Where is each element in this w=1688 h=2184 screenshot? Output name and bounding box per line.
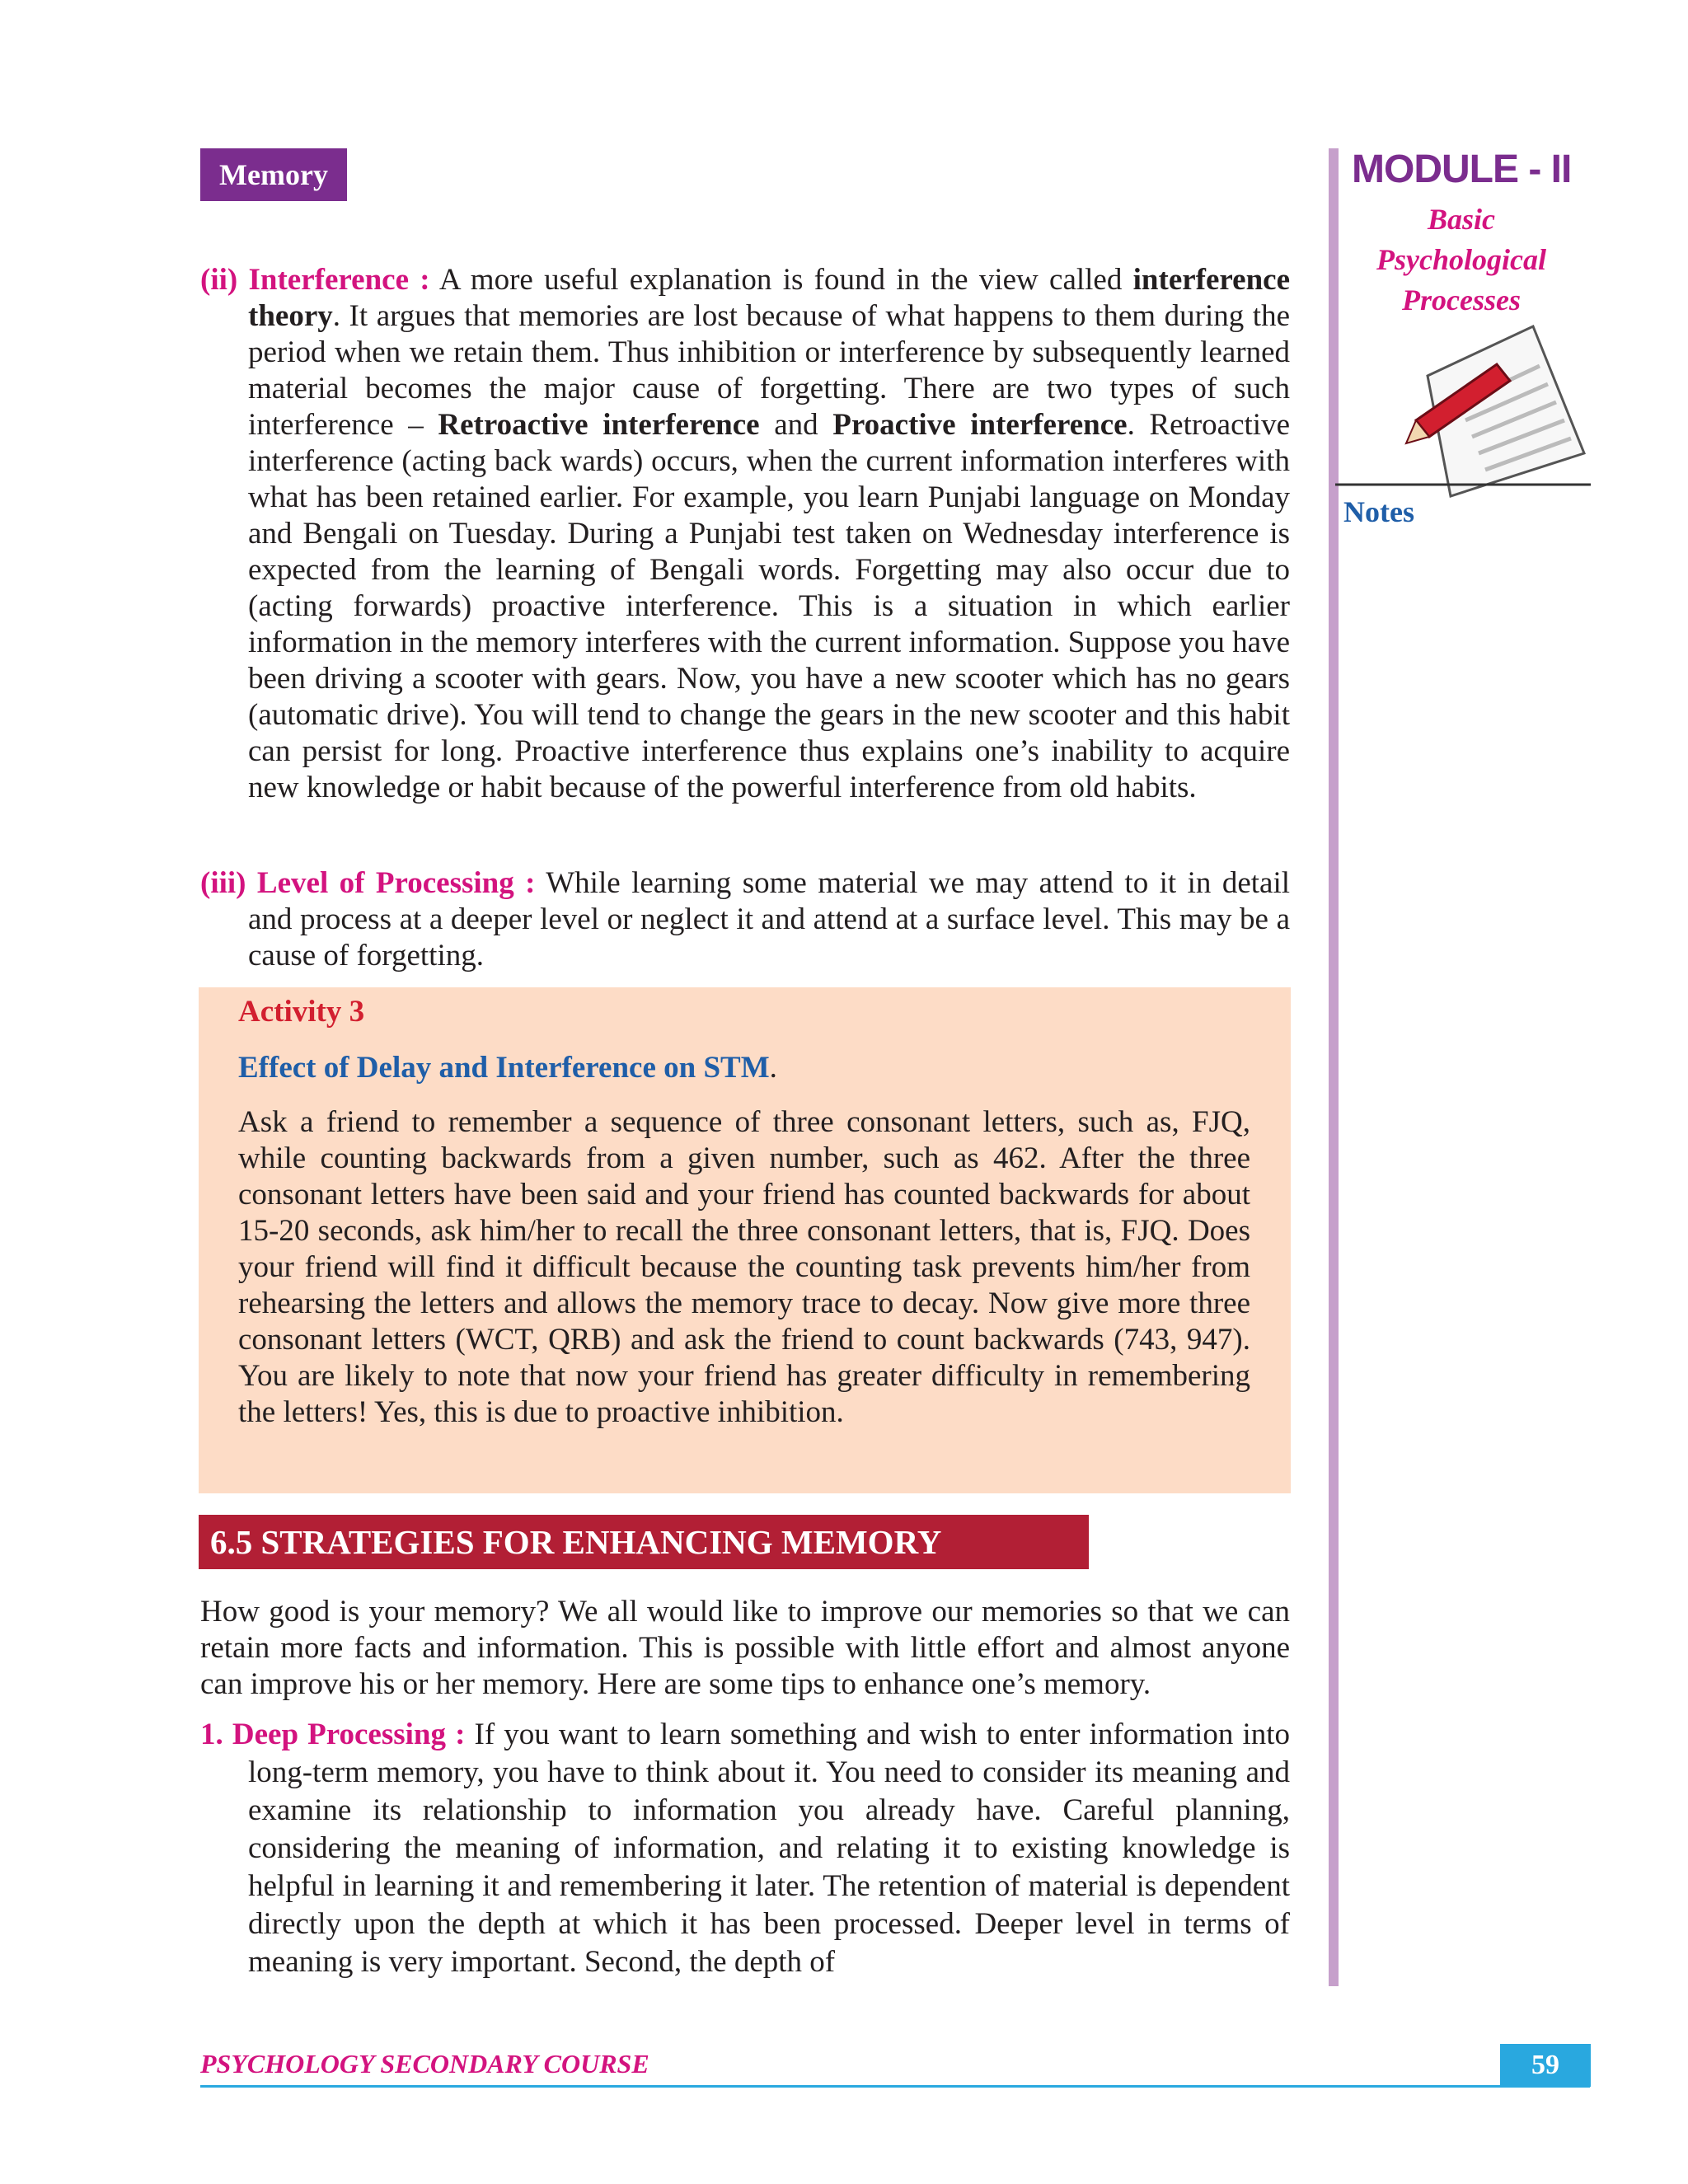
notes-pencil-icon (1335, 321, 1591, 507)
module-subtitle-line: Psychological (1376, 243, 1546, 276)
section-heading: 6.5 STRATEGIES FOR ENHANCING MEMORY (199, 1515, 1089, 1569)
item-key-term: interference theory (248, 263, 1291, 333)
module-subtitle (1342, 199, 1581, 321)
item-marker: (ii) (200, 263, 238, 297)
activity-subtitle-text: Effect of Delay and Interference on STM (238, 1051, 770, 1085)
interference-item (200, 262, 1290, 806)
list-term: Deep Processing : (232, 1718, 466, 1751)
section-intro: How good is your memory? We all would like to improve our memories so that we can retain more facts and information. This is possible with little effort and almost anyone can improve his or her memory. Here are some tips to enhance one’s memory. (200, 1595, 1290, 1701)
activity-title: Activity 3 (238, 995, 365, 1029)
level-of-processing-item (200, 865, 1290, 974)
activity-subtitle (238, 1050, 777, 1086)
module-subtitle-line: Processes (1402, 284, 1521, 316)
notes-label: Notes (1343, 495, 1414, 528)
activity-box (199, 987, 1291, 1493)
list-number: 1. (200, 1718, 223, 1751)
numbered-list (200, 1716, 1290, 1981)
item-term: Level of Processing : (256, 866, 536, 900)
item-text: . Retroactive interference (acting back wards) occurs, when the current information interferes with what has been retained earlier. For example, you learn Punjabi language on Monday and Bengali on Tuesday. During a Punjabi test taken on Wednesday interference is expected from the learning of Bengali words. Forgetting may also occur due to (acting forwards) proactive interference. This is a situation in which earlier information in the memory interferes with the current information. Suppose you have been driving a scooter with gears. Now, you have a new scooter which has no gears (automatic drive). You will tend to change the gears in the new scooter and this habit can persist for long. Proactive interference thus explains one’s inability to acquire new knowledge or habit because of the powerful interference from old habits. (248, 408, 1291, 804)
item-text: While learning some material we may attend to it in detail and process at a deeper level or neglect it and attend at a surface level. This may be a cause of forgetting. (248, 866, 1290, 972)
item-text: and (759, 408, 833, 442)
course-footer: PSYCHOLOGY SECONDARY COURSE (200, 2049, 649, 2079)
list-item (200, 1716, 1290, 1981)
item-key-term: Proactive interference (832, 408, 1128, 442)
footer-rule (200, 2085, 1590, 2088)
list-text: If you want to learn something and wish to enter information into long-term memory, you have to think about it. You need to consider its meaning and examine its relationship to information you already have. Careful planning, considering the meaning of information, and relating it to existing knowledge is helpful in learning it and remembering it later. The retention of material is dependent directly upon the depth at which it has been processed. Deeper level in terms of meaning is very important. Second, the depth of (248, 1718, 1291, 1979)
item-marker: (iii) (200, 866, 246, 900)
item-key-term: Retroactive interference (438, 408, 760, 442)
module-subtitle-line: Basic (1427, 203, 1495, 236)
activity-subtitle-period: . (769, 1051, 777, 1085)
item-term: Interference : (248, 263, 430, 297)
chapter-tag: Memory (200, 148, 347, 201)
page-number: 59 (1500, 2044, 1591, 2087)
item-text: . It argues that memories are lost because of what happens to them during the period when we retain them. Thus inhibition or interference by subsequently learned material becomes the major cause of forgetting. There are two types of such interference – (248, 299, 1290, 442)
item-text: A more useful explanation is found in the view called (429, 263, 1133, 297)
module-title: MODULE - II (1352, 148, 1572, 191)
activity-body: Ask a friend to remember a sequence of three consonant letters, such as, FJQ, while counting backwards from a given number, such as 462. After the three consonant letters have been said and your friend has counted backwards for about 15-20 seconds, ask him/her to recall the three consonant letters, that is, FJQ. Does your friend will find it difficult because the counting task prevents him/her from rehearsing the letters and allows the memory trace to decay. Now give more three consonant letters (WCT, QRB) and ask the friend to count backwards (743, 947). You are likely to note that now your friend has greater difficulty in remembering the letters! Yes, this is due to proactive inhibition. (238, 1105, 1250, 1429)
